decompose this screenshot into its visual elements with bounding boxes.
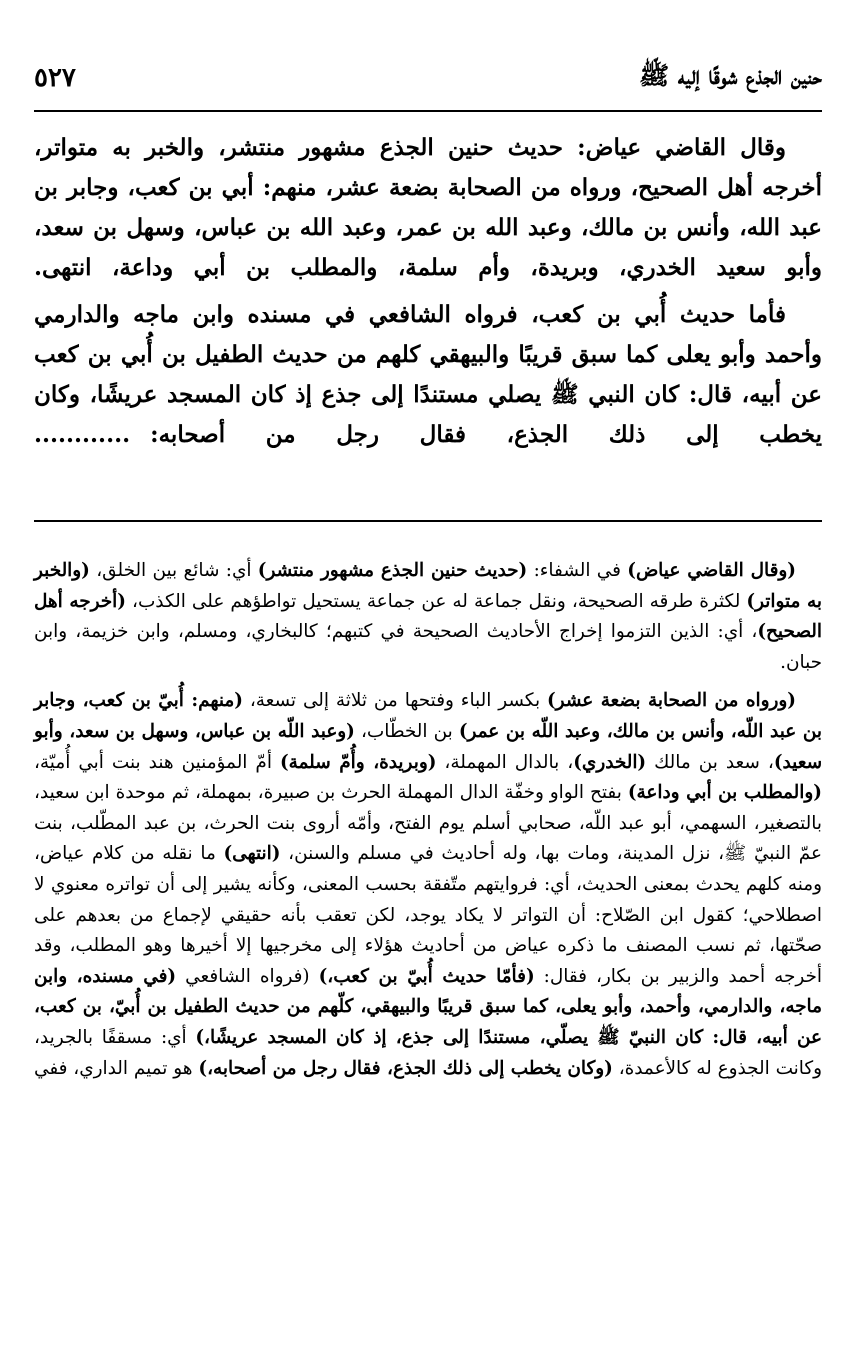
quoted-matn-segment: (في مسنده، وابن ماجه، والدارمي، وأحمد، وأبو يعلى، كما سبق قريبًا والبيهقي، كلّهم من حديث الطفيل بن أُبيّ، بن كعب، عن أبيه، قال: كان النبيّ ﷺ يصلّي، مستندًا إلى جذع، إذ كان المسجد عريشًا،) bbox=[34, 965, 822, 1048]
commentary-segment: (فرواه الشافعي bbox=[176, 965, 319, 987]
page-header bbox=[34, 58, 822, 98]
commentary-segment: أي: شائع بين الخلق، bbox=[89, 560, 258, 581]
commentary-segment: بفتح الواو وخفّة الدال المهملة الحرث بن صبيرة، بمهملة، ثم موحدة ابن سعيد، بالتصغير، السهمي، أبو عبد اللّه، صحابي أسلم يوم الفتح، وأمّه أروى بنت الحرث، بن عبد المطّلب، بنت عمّ النبيّ ﷺ، نزل المدينة، ومات بها، وله أحاديث في مسلم والسنن، bbox=[34, 782, 822, 865]
commentary-segment: أي: مسقفًا بالجريد، وكانت الجذوع له كالأعمدة، bbox=[34, 1026, 822, 1079]
running-title: حنين الجذع شوقًا إليه ﷺ bbox=[639, 60, 822, 90]
commentary bbox=[34, 556, 822, 1084]
main-text-paragraph-2-body: فأما حديث أُبي بن كعب، فرواه الشافعي في مسنده وابن ماجه والدارمي وأحمد وأبو يعلى كما سبق قريبًا والبيهقي كلهم من حديث الطفيل بن أُبي بن كعب عن أبيه، قال: كان النبي ﷺ يصلي مستندًا إلى جذع إذ كان المسجد عريشًا، وكان يخطب إلى ذلك الجذع، فقال رجل من أصحابه: bbox=[34, 301, 822, 448]
quoted-matn-segment: (وقال القاضي عياض) bbox=[627, 560, 796, 581]
quoted-matn-segment: (منهم: أُبيّ بن كعب، وجابر بن عبد اللّه، وأنس بن مالك، وعبد اللّه بن عمر) bbox=[34, 690, 822, 742]
commentary-segment: بن الخطّاب، bbox=[354, 720, 459, 742]
quoted-matn-segment: (فأمّا حديث أُبيّ بن كعب،) bbox=[318, 965, 535, 987]
main-text-paragraph-1: وقال القاضي عياض: حديث حنين الجذع مشهور منتشر، والخبر به متواتر، أخرجه أهل الصحيح، ورواه من الصحابة بضعة عشر، منهم: أبي بن كعب، وجابر بن عبد الله، وأنس بن مالك، وعبد الله بن عمر، وعبد الله بن عباس، وسهل بن سعد، وأبو سعيد الخدري، وبريدة، وأم سلمة، والمطلب بن أبي وداعة، انتهى. bbox=[34, 134, 822, 281]
page-number: ٥٢٧ bbox=[34, 63, 76, 93]
commentary-segment: في الشفاء: bbox=[527, 560, 628, 581]
commentary-paragraph-2 bbox=[34, 686, 822, 1084]
commentary-segment: بكسر الباء وفتحها من ثلاثة إلى تسعة، bbox=[242, 690, 547, 712]
quoted-matn-segment: (حديث حنين الجذع مشهور منتشر) bbox=[257, 560, 528, 581]
quoted-matn-segment: (انتهى) bbox=[223, 843, 281, 865]
quoted-matn-segment: (والخبر به متواتر) bbox=[34, 560, 822, 612]
commentary-segment: ، بالدال المهملة، bbox=[436, 751, 574, 773]
main-text bbox=[34, 128, 822, 455]
commentary-segment: ، سعد بن مالك bbox=[646, 751, 774, 773]
commentary-paragraph-1 bbox=[34, 556, 822, 678]
commentary-segment: أمّ المؤمنين هند بنت أبي أُميّة، bbox=[34, 751, 280, 773]
commentary-segment: هو تميم الداري، ففي bbox=[34, 1057, 199, 1079]
ellipsis-dots: ............ bbox=[34, 421, 131, 448]
header-rule bbox=[34, 110, 822, 112]
quoted-matn-segment: (وبريدة، وأُمّ سلمة) bbox=[279, 751, 437, 773]
quoted-matn-segment: (وعبد اللّه بن عباس، وسهل بن سعد، وأبو سعيد) bbox=[34, 720, 822, 773]
commentary-segment: ، أي: الذين التزموا إخراج الأحاديث الصحيحة في كتبهم؛ كالبخاري، ومسلم، وابن خزيمة، وابن حبان. bbox=[34, 621, 822, 673]
quoted-matn-segment: (والمطلب بن أبي وداعة) bbox=[627, 782, 822, 804]
commentary-segment: لكثرة طرقه الصحيحة، ونقل جماعة له عن جماعة يستحيل تواطؤهم على الكذب، bbox=[125, 590, 747, 612]
quoted-matn-segment: (ورواه من الصحابة بضعة عشر) bbox=[546, 690, 796, 712]
main-text-paragraph-2 bbox=[34, 295, 822, 455]
quoted-matn-segment: (وكان يخطب إلى ذلك الجذع، فقال رجل من أصحابه،) bbox=[198, 1057, 613, 1079]
commentary-segment: ما نقله من كلام عياض، ومنه كلهم يحدث بمعنى الحديث، أي: فروايتهم متّفقة بحسب المعنى، وكأنه يشير إلى أن تواتره معنوي لا اصطلاحي؛ كقول ابن الصّلاح: أن التواتر لا يكاد يوجد، لكن تعقب بأنه حقيقي لإجماع من بعدهم على صحّتها، ثم نسب المصنف ما ذكره عياض من أحاديث هؤلاء إلى مخرجيها إلا أخيرها وهو المطلب، وقد أخرجه أحمد والزبير بن بكار، فقال: bbox=[34, 843, 822, 987]
footnote-divider bbox=[34, 520, 822, 522]
quoted-matn-segment: (أخرجه أهل الصحيح) bbox=[34, 590, 822, 643]
quoted-matn-segment: (الخدري) bbox=[573, 751, 647, 773]
